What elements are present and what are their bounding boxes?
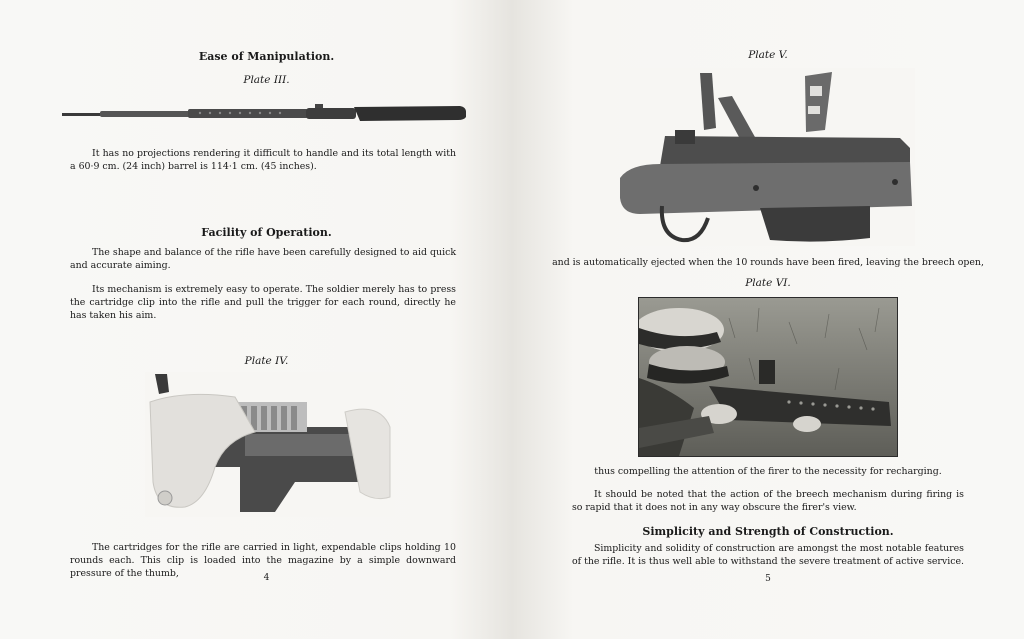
paragraph-mechanism: Its mechanism is extremely easy to operate. The soldier merely has to press the cartridge clip into the rifle and pull the trigger for each round, directly he has taken his aim. [70,284,456,321]
heading-simplicity-and-strength: Simplicity and Strength of Construction. [642,525,894,538]
heading-facility-of-operation: Facility of Operation. [201,226,332,239]
paragraph-cartridge-clips: The cartridges for the rifle are carried in light, expendable clips holding 10 rounds each. This clip is loaded into the magazine by a simple downward pressure of the thumb, [70,542,456,579]
paragraph-simplicity-solidity: Simplicity and solidity of construction are amongst the most notable features of the rifle. It is thus well able to withstand the severe treatment of active service. [572,543,964,567]
page-number-right: 5 [765,574,771,584]
right-page [512,0,1024,639]
plate-iii-caption: Plate III. [243,74,290,86]
heading-ease-of-manipulation: Ease of Manipulation. [198,50,335,63]
rifle-side-view-image [60,100,468,126]
line-compelling-attention: thus compelling the attention of the firer to the necessity for recharging. [594,466,942,477]
paragraph-shape-and-balance: The shape and balance of the rifle have been carefully designed to aid quick and accurate aiming. [70,247,456,271]
breech-mechanism-image [620,68,915,246]
plate-iv-caption: Plate IV. [244,355,289,367]
plate-vi-caption: Plate VI. [745,277,791,289]
page-number-left: 4 [263,573,270,583]
clip-loading-image [145,372,395,517]
soldier-aiming-photo [638,297,898,457]
line-ejected-breech-open: and is automatically ejected when the 10 rounds have been fired, leaving the breech open, [552,257,984,268]
paragraph-breech-action: It should be noted that the action of the breech mechanism during firing is so rapid that it does not in any way obscure the firer's view. [572,489,964,513]
paragraph-total-length: It has no projections rendering it difficult to handle and its total length with a 60·9 cm. (24 inch) barrel is 114·1 cm. (45 inches). [70,148,456,172]
plate-v-caption: Plate V. [748,49,788,61]
